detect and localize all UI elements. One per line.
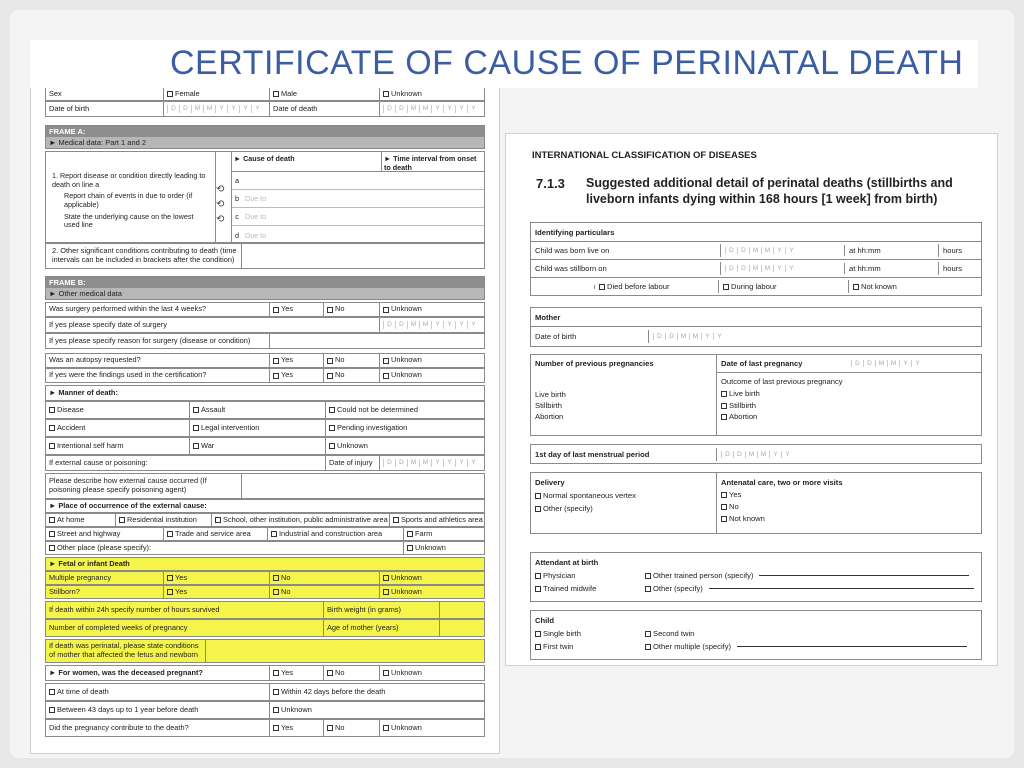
- pregnant-no-checkbox[interactable]: [327, 670, 333, 676]
- disease-checkbox[interactable]: [49, 407, 55, 413]
- chain-arrows-icon: ⟲ ⟲ ⟲: [216, 152, 232, 244]
- second-twin-checkbox[interactable]: [645, 631, 651, 637]
- perinatal-conditions-field[interactable]: [206, 640, 484, 662]
- mother-box: Mother Date of birth D D M M Y Y: [530, 307, 982, 347]
- row-stillborn: Stillborn? Yes No Unknown: [45, 585, 485, 599]
- sex-unknown-checkbox[interactable]: [383, 91, 389, 97]
- residential-checkbox[interactable]: [119, 517, 125, 523]
- section-number: 7.1.3: [536, 176, 565, 191]
- pregnancy-box: Number of previous pregnancies Live birth Stillbirth Abortion Date of last pregnancy D D M M Y Y Outcome of last previous pregnancy Live birth Stillbirth Abortion: [530, 354, 982, 436]
- row-manner-1: Disease Assault Could not be determined: [45, 401, 485, 419]
- cause-line-a[interactable]: a: [232, 172, 484, 190]
- page-title: CERTIFICATE OF CAUSE OF PERINATAL DEATH: [170, 44, 964, 82]
- dod-field[interactable]: D D M M Y Y Y Y: [380, 102, 484, 116]
- row-place-2: Street and highway Trade and service area Industrial and construction area Farm: [45, 527, 485, 541]
- cause-line-d[interactable]: d Due to: [235, 230, 267, 240]
- during-labour-checkbox[interactable]: [723, 284, 729, 290]
- physician-checkbox[interactable]: [535, 573, 541, 579]
- antenatal-yes-checkbox[interactable]: [721, 492, 727, 498]
- lmp-date[interactable]: D D M M Y Y: [717, 449, 981, 460]
- contribute-yes-checkbox[interactable]: [273, 725, 279, 731]
- outcome-stillbirth-checkbox[interactable]: [721, 403, 727, 409]
- row-perinatal: If death was perinatal, please state conditions of mother that affected the fetus and newborn: [45, 639, 485, 663]
- multiple-no-checkbox[interactable]: [273, 575, 279, 581]
- delivery-box: Delivery Normal spontaneous vertex Other (specify) Antenatal care, two or more visits Yes No Not known: [530, 472, 982, 534]
- section-heading: Suggested additional detail of perinatal deaths (stillbirths and liveborn infants dying within 168 hours [1 week] from birth): [586, 176, 953, 206]
- at-home-checkbox[interactable]: [49, 517, 55, 523]
- surgery-date-field[interactable]: D D M M Y Y Y Y: [380, 318, 484, 332]
- row-autopsy: Was an autopsy requested? Yes No Unknown: [45, 353, 485, 368]
- industrial-checkbox[interactable]: [271, 531, 277, 537]
- row-weeks: Number of completed weeks of pregnancy Age of mother (years): [45, 619, 485, 637]
- contribute-no-checkbox[interactable]: [327, 725, 333, 731]
- antenatal-no-checkbox[interactable]: [721, 504, 727, 510]
- row-other-conditions: 2. Other significant conditions contributing to death (time intervals can be included in brackets after the condition): [45, 243, 485, 269]
- pregnant-yes-checkbox[interactable]: [273, 670, 279, 676]
- findings-no-checkbox[interactable]: [327, 373, 333, 379]
- born-live-date[interactable]: D D M M Y Y: [721, 245, 845, 256]
- manner-unknown-checkbox[interactable]: [329, 443, 335, 449]
- identifying-box: Identifying particulars Child was born live on D D M M Y Y at hh:mm hours Child was stillborn on D D M M Y Y at hh:mm hours Died before labour During labour Not known: [530, 222, 982, 296]
- row-women: ► For women, was the deceased pregnant? Yes No Unknown: [45, 665, 485, 681]
- row-hours-survived: If death within 24h specify number of hours survived Birth weight (in grams): [45, 601, 485, 619]
- frame-b-header: FRAME B: ► Other medical data: [45, 276, 485, 300]
- other-place-checkbox[interactable]: [49, 545, 55, 551]
- first-twin-checkbox[interactable]: [535, 644, 541, 650]
- cause-line-b[interactable]: b Due to: [232, 190, 484, 208]
- lmp-box: 1st day of last menstrual period D D M M Y Y: [530, 444, 982, 464]
- multiple-unknown-checkbox[interactable]: [383, 575, 389, 581]
- place-unknown-checkbox[interactable]: [407, 545, 413, 551]
- pregnant-unknown-checkbox[interactable]: [383, 670, 389, 676]
- other-delivery-checkbox[interactable]: [535, 506, 541, 512]
- war-checkbox[interactable]: [193, 443, 199, 449]
- manner-header: ► Manner of death:: [45, 385, 485, 401]
- autopsy-yes-checkbox[interactable]: [273, 358, 279, 364]
- other-multiple-checkbox[interactable]: [645, 644, 651, 650]
- row-at-time: At time of death Within 42 days before the death: [45, 683, 485, 701]
- child-box: Child Single birth Second twin First twin Other multiple (specify): [530, 610, 982, 660]
- findings-yes-checkbox[interactable]: [273, 373, 279, 379]
- multiple-yes-checkbox[interactable]: [167, 575, 173, 581]
- row-describe: Please describe how external cause occurred (If poisoning please specify poisoning agent): [45, 473, 485, 499]
- street-checkbox[interactable]: [49, 531, 55, 537]
- row-sex: Sex Female Male Unknown: [45, 87, 485, 101]
- row-multiple: Multiple pregnancy Yes No Unknown: [45, 571, 485, 585]
- not-determined-checkbox[interactable]: [329, 407, 335, 413]
- school-checkbox[interactable]: [215, 517, 221, 523]
- row-place-3: Other place (please specify): Unknown: [45, 541, 485, 555]
- contribute-unknown-checkbox[interactable]: [383, 725, 389, 731]
- stillborn-no-checkbox[interactable]: [273, 589, 279, 595]
- row-manner-2: Accident Legal intervention Pending investigation: [45, 419, 485, 437]
- injury-date-field[interactable]: D D M M Y Y Y Y: [380, 456, 484, 470]
- legal-checkbox[interactable]: [193, 425, 199, 431]
- frame-a-header: FRAME A: ► Medical data: Part 1 and 2: [45, 125, 485, 149]
- pending-checkbox[interactable]: [329, 425, 335, 431]
- age-mother-field[interactable]: [440, 620, 484, 636]
- surgery-no-checkbox[interactable]: [327, 307, 333, 313]
- row-surgery: Was surgery performed within the last 4 weeks? Yes No Unknown: [45, 302, 485, 317]
- row-external: If external cause or poisoning: Date of injury D D M M Y Y Y Y: [45, 455, 485, 471]
- row-dates: Date of birth D D M M Y Y Y Y Date of death D D M M Y Y Y Y: [45, 101, 485, 117]
- findings-unknown-checkbox[interactable]: [383, 373, 389, 379]
- other-trained-checkbox[interactable]: [645, 573, 651, 579]
- row-surgery-date: If yes please specify date of surgery D D M M Y Y Y Y: [45, 317, 485, 333]
- row-autopsy-findings: If yes were the findings used in the certification? Yes No Unknown: [45, 368, 485, 383]
- row-surgery-reason: If yes please specify reason for surgery (disease or condition): [45, 333, 485, 349]
- normal-delivery-checkbox[interactable]: [535, 493, 541, 499]
- accident-checkbox[interactable]: [49, 425, 55, 431]
- attendant-box: Attendant at birth Physician Other trained person (specify) Trained midwife Other (specify): [530, 552, 982, 602]
- midwife-checkbox[interactable]: [535, 586, 541, 592]
- row-between: Between 43 days up to 1 year before death Unknown: [45, 701, 485, 719]
- surgery-reason-field[interactable]: [270, 334, 484, 348]
- row-place-1: At home Residential institution School, other institution, public administrative area Sports and athletics area: [45, 513, 485, 527]
- mother-dob[interactable]: D D M M Y Y: [649, 331, 981, 342]
- at-time-checkbox[interactable]: [49, 689, 55, 695]
- female-checkbox[interactable]: [167, 91, 173, 97]
- autopsy-unknown-checkbox[interactable]: [383, 358, 389, 364]
- birth-weight-field[interactable]: [440, 602, 484, 618]
- died-before-checkbox[interactable]: [599, 284, 605, 290]
- within42-checkbox[interactable]: [273, 689, 279, 695]
- perinatal-certificate-form: [30, 70, 500, 754]
- assault-checkbox[interactable]: [193, 407, 199, 413]
- icd-perinatal-detail-form: [505, 133, 998, 666]
- icd-label: INTERNATIONAL CLASSIFICATION OF DISEASES: [532, 150, 757, 161]
- last-pregnancy-date[interactable]: D D M M Y Y: [851, 360, 923, 367]
- antenatal-not-known-checkbox[interactable]: [721, 516, 727, 522]
- male-checkbox[interactable]: [273, 91, 279, 97]
- sports-checkbox[interactable]: [393, 517, 399, 523]
- pregnancy-unknown-checkbox[interactable]: [273, 707, 279, 713]
- cause-line-c[interactable]: c Due to: [232, 208, 484, 226]
- outcome-abortion-checkbox[interactable]: [721, 414, 727, 420]
- between-checkbox[interactable]: [49, 707, 55, 713]
- surgery-unknown-checkbox[interactable]: [383, 307, 389, 313]
- trade-checkbox[interactable]: [167, 531, 173, 537]
- row-contribute: Did the pregnancy contribute to the death? Yes No Unknown: [45, 719, 485, 737]
- stillborn-unknown-checkbox[interactable]: [383, 589, 389, 595]
- stillborn-date[interactable]: D D M M Y Y: [721, 263, 845, 274]
- surgery-yes-checkbox[interactable]: [273, 307, 279, 313]
- describe-field[interactable]: [242, 474, 484, 498]
- outcome-live-checkbox[interactable]: [721, 391, 727, 397]
- stillborn-yes-checkbox[interactable]: [167, 589, 173, 595]
- other-conditions-field[interactable]: [242, 244, 484, 268]
- self-harm-checkbox[interactable]: [49, 443, 55, 449]
- autopsy-no-checkbox[interactable]: [327, 358, 333, 364]
- single-birth-checkbox[interactable]: [535, 631, 541, 637]
- not-known-checkbox[interactable]: [853, 284, 859, 290]
- farm-checkbox[interactable]: [407, 531, 413, 537]
- fetal-header: ► Fetal or infant Death: [45, 557, 485, 571]
- dob-field[interactable]: D D M M Y Y Y Y: [164, 102, 270, 116]
- row-manner-3: Intentional self harm War Unknown: [45, 437, 485, 455]
- cause-of-death-block: 1. Report disease or condition directly leading to death on line a Report chain of events in due to order (if applicable) State the underlying cause on the lowest used line ⟲ ⟲ ⟲ ► Cause of death ► Time interval from onset to death a b Due to c Due to d Due to: [45, 151, 485, 243]
- other-attendant-checkbox[interactable]: [645, 586, 651, 592]
- place-header: ► Place of occurrence of the external cause:: [45, 499, 485, 513]
